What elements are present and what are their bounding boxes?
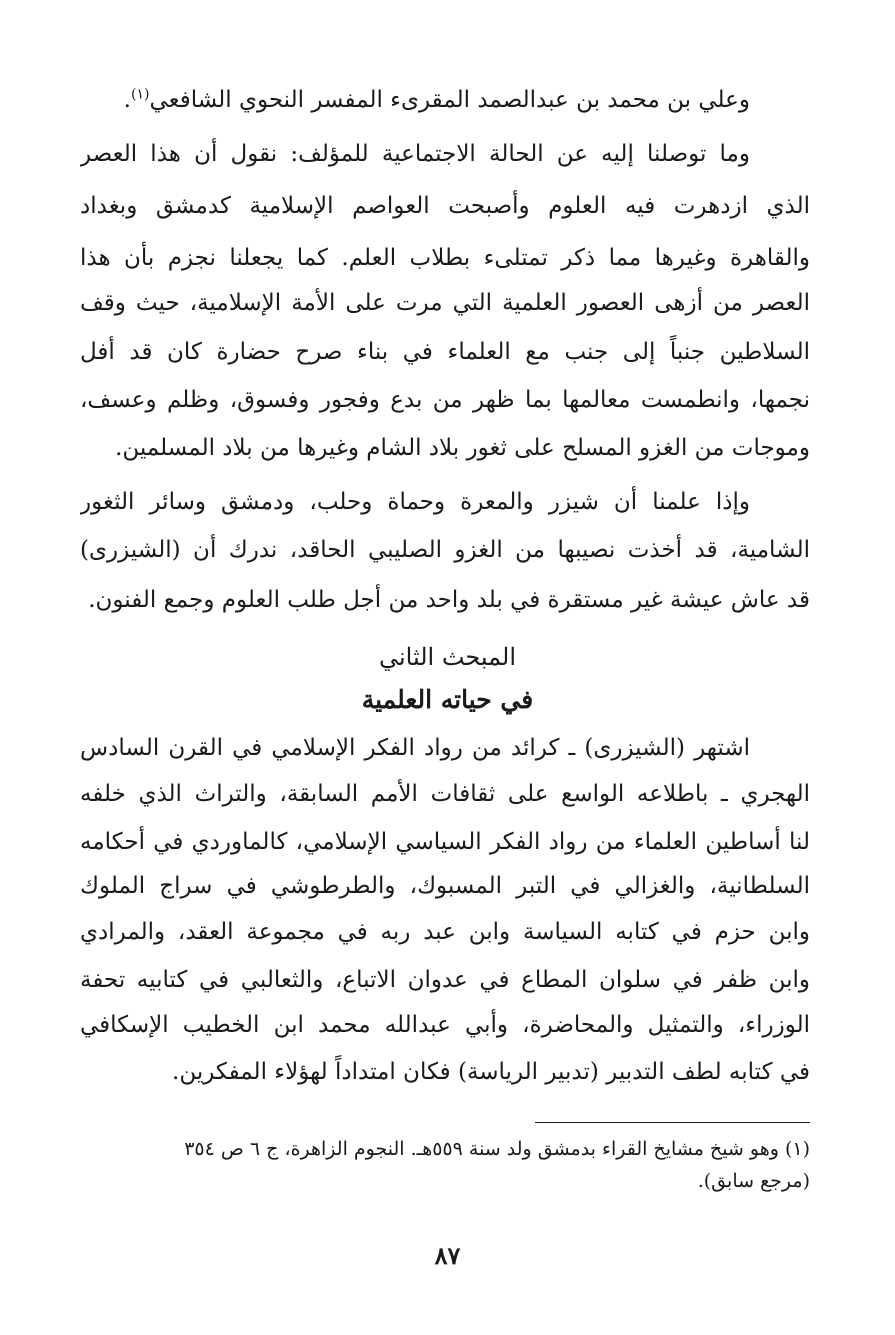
text-line: العصر من أزهى العصور العلمية التي مرت على الأمة الإسلامية، حيث وقف xyxy=(80,290,810,316)
section-subtitle: في حياته العلمية xyxy=(361,685,534,714)
text-line xyxy=(80,80,750,120)
footnote-line: (١) وهو شيخ مشايخ القراء بدمشق ولد سنة ٥٥٩هـ. النجوم الزاهرة، ج ٦ ص ٣٥٤ xyxy=(184,1138,810,1160)
text-line: وموجات من الغزو المسلح على ثغور بلاد الشام وغيرها من بلاد المسلمين. xyxy=(115,435,810,461)
text-line: وابن حزم في كتابه السياسة وابن عبد ربه في مجموعة العقد، والمرادي xyxy=(80,919,810,945)
text-span: وعلي بن محمد بن عبدالصمد المقرىء المفسر النحوي الشافعي xyxy=(149,87,750,113)
footnote-marker: (١) xyxy=(130,86,150,103)
text-line: والقاهرة وغيرها مما ذكر تمتلىء بطلاب العلم. كما يجعلنا نجزم بأن هذا xyxy=(80,245,810,271)
text-line: وما توصلنا إليه عن الحالة الاجتماعية للمؤلف: نقول أن هذا العصر xyxy=(80,141,750,167)
text-line: في كتابه لطف التدبير (تدبير الرياسة) فكان امتداداً لهؤلاء المفكرين. xyxy=(172,1059,810,1085)
text-line: نجمها، وانطمست معالمها بما ظهر من بدع وفجور وفسوق، وظلم وعسف، xyxy=(80,387,810,413)
text-line: لنا أساطين العلماء من رواد الفكر السياسي الإسلامي، كالماوردي في أحكامه xyxy=(80,829,810,855)
page-number: ٨٧ xyxy=(434,1241,461,1270)
text-line: السلطانية، والغزالي في التبر المسبوك، والطرطوشي في سراج الملوك xyxy=(80,873,810,899)
text-line: الوزراء، والتمثيل والمحاضرة، وأبي عبدالله محمد ابن الخطيب الإسكافي xyxy=(80,1012,810,1038)
footnote-separator xyxy=(535,1122,810,1123)
text-line: الذي ازدهرت فيه العلوم وأصبحت العواصم الإسلامية كدمشق وبغداد xyxy=(80,193,810,219)
text-line: السلاطين جنباً إلى جنب مع العلماء في بناء صرح حضارة كان قد أفل xyxy=(80,339,810,365)
text-line: قد عاش عيشة غير مستقرة في بلد واحد من أجل طلب العلوم وجمع الفنون. xyxy=(88,587,810,613)
text-line: اشتهر (الشيزرى) ـ كرائد من رواد الفكر الإسلامي في القرن السادس xyxy=(80,735,750,761)
footnote-line: (مرجع سابق). xyxy=(697,1170,810,1192)
text-line: الهجري ـ باطلاعه الواسع على ثقافات الأمم السابقة، والتراث الذي خلفه xyxy=(80,781,810,807)
text-span: . xyxy=(123,87,131,113)
text-line: الشامية، قد أخذت نصيبها من الغزو الصليبي الحاقد، ندرك أن (الشيزرى) xyxy=(80,537,810,563)
section-title: المبحث الثاني xyxy=(378,643,516,671)
text-line: وابن ظفر في سلوان المطاع في عدوان الاتباع، والثعالبي في كتابيه تحفة xyxy=(80,967,810,993)
text-line: وإذا علمنا أن شيزر والمعرة وحماة وحلب، ودمشق وسائر الثغور xyxy=(80,489,750,515)
